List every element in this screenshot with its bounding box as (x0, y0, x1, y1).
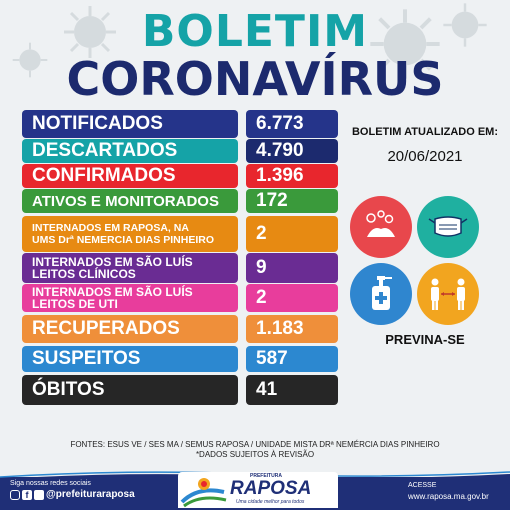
stat-label-line2: UMS Drª NEMERCIA DIAS PINHEIRO (32, 234, 215, 246)
hand-sanitizer-icon (350, 263, 412, 325)
stat-value: 587 (246, 346, 338, 372)
stat-label: CONFIRMADOS (22, 164, 238, 188)
social-label: Siga nossas redes sociais (10, 480, 91, 487)
stat-label (22, 284, 238, 312)
hand-washing-icon (350, 196, 412, 258)
stat-row-internados-raposa (22, 216, 340, 252)
stat-value: 4.790 (246, 139, 338, 163)
stat-label: ATIVOS E MONITORADOS (22, 189, 238, 213)
stat-value: 1.183 (246, 315, 338, 343)
stat-value: 6.773 (246, 110, 338, 138)
sources-line2: *DADOS SUJEITOS À REVISÃO (195, 450, 315, 459)
stat-label-line1: INTERNADOS EM SÃO LUÍS (32, 255, 193, 269)
stat-label: NOTIFICADOS (22, 110, 238, 138)
stat-label: SUSPEITOS (22, 346, 238, 372)
stat-label-line2: LEITOS CLÍNICOS (32, 267, 136, 281)
stat-row-suspeitos (22, 346, 340, 372)
stat-row-descartados (22, 139, 340, 163)
social-distance-icon (417, 263, 479, 325)
stat-value: 2 (246, 216, 338, 252)
access-label: ACESSE (408, 482, 437, 489)
sources-note (0, 440, 510, 460)
prevention-label: PREVINA-SE (385, 332, 465, 347)
stat-value: 9 (246, 253, 338, 283)
logo-small-text: PREFEITURA (250, 473, 282, 479)
stat-value: 1.396 (246, 164, 338, 188)
sources-line1: FONTES: ESUS VE / SES MA / SEMUS RAPOSA / UNIDADE MISTA DRª NEMÉRCIA DIAS PINHEIRO (70, 440, 440, 449)
stat-row-internados-leitos-uti (22, 284, 340, 312)
stat-row-confirmados (22, 164, 340, 188)
title-boletim: BOLETIM (141, 6, 369, 57)
stat-label (22, 253, 238, 283)
social-icons (10, 490, 44, 500)
logo-slogan: Uma cidade melhor para todos (236, 499, 305, 505)
stat-value: 41 (246, 375, 338, 405)
title-coronavirus: CORONAVÍRUS (66, 52, 444, 106)
stat-label-line1: INTERNADOS EM SÃO LUÍS (32, 285, 193, 299)
stat-row-notificados (22, 110, 340, 138)
youtube-icon[interactable] (34, 490, 44, 500)
stat-value: 2 (246, 284, 338, 312)
stat-value: 172 (246, 189, 338, 213)
stat-label: ÓBITOS (22, 375, 238, 405)
face-mask-icon (417, 196, 479, 258)
stat-row-recuperados (22, 315, 340, 343)
stat-row-internados-leitos-clinicos (22, 253, 340, 283)
stat-label (22, 216, 238, 252)
stat-row-ativos (22, 189, 340, 213)
stat-label-line1: INTERNADOS EM RAPOSA, NA (32, 222, 189, 234)
instagram-icon[interactable] (10, 490, 20, 500)
logo-emblem-icon (178, 472, 228, 508)
website-link[interactable]: www.raposa.ma.gov.br (408, 492, 489, 501)
stat-row-obitos (22, 375, 340, 405)
logo-name: RAPOSA (230, 478, 312, 499)
stat-label: RECUPERADOS (22, 315, 238, 343)
stat-label: DESCARTADOS (22, 139, 238, 163)
stat-label-line2: LEITOS DE UTI (32, 297, 118, 311)
facebook-icon[interactable]: f (22, 490, 32, 500)
update-date: 20/06/2021 (387, 148, 463, 165)
prefeitura-logo (178, 472, 338, 508)
social-handle[interactable]: @prefeituraraposa (46, 489, 135, 500)
update-label: BOLETIM ATUALIZADO EM: (351, 126, 499, 138)
